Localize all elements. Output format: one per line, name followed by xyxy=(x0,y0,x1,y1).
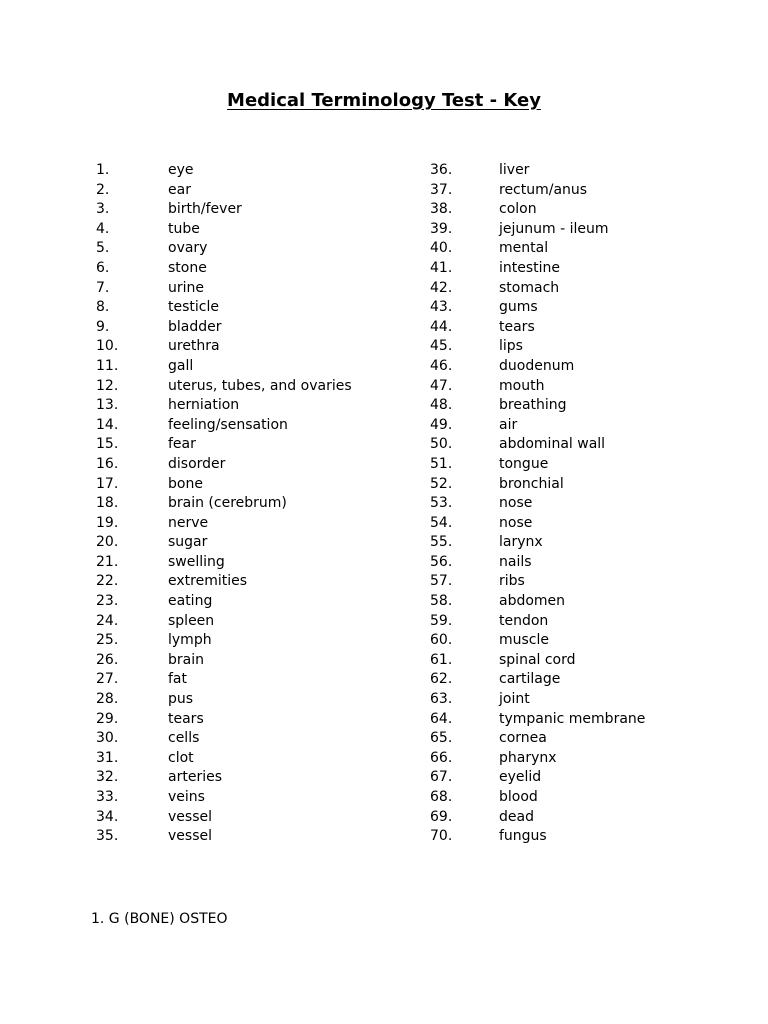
item-term: swelling xyxy=(168,553,225,570)
item-term: vessel xyxy=(168,828,212,845)
item-term: duodenum xyxy=(499,357,575,374)
item-number: 36. xyxy=(430,162,453,178)
item-term: feeling/sensation xyxy=(168,416,288,433)
item-term: testicle xyxy=(168,299,219,316)
item-term: uterus, tubes, and ovaries xyxy=(168,377,352,394)
item-term: intestine xyxy=(499,259,561,276)
item-term: blood xyxy=(499,789,538,805)
item-number: 23. xyxy=(96,593,119,610)
item-number: 27. xyxy=(96,671,119,688)
item-number: 63. xyxy=(430,691,453,708)
item-term: sugar xyxy=(168,534,208,551)
page-title: Medical Terminology Test - Key xyxy=(227,90,541,111)
item-number: 52. xyxy=(430,475,453,492)
item-number: 10. xyxy=(96,338,119,355)
item-term: ribs xyxy=(499,573,525,590)
item-term: colon xyxy=(499,201,537,218)
item-term: breathing xyxy=(499,397,567,414)
item-number: 39. xyxy=(430,220,453,237)
item-number: 26. xyxy=(96,651,119,668)
item-term: cartilage xyxy=(499,671,561,688)
item-term: tympanic membrane xyxy=(499,710,646,727)
item-number: 20. xyxy=(96,534,119,551)
item-term: bladder xyxy=(168,318,222,335)
item-number: 45. xyxy=(430,338,453,355)
item-number: 5. xyxy=(96,240,110,257)
item-number: 21. xyxy=(96,553,119,570)
item-number: 13. xyxy=(96,397,119,414)
item-number: 34. xyxy=(96,808,119,825)
item-term: mouth xyxy=(499,377,545,394)
item-term: fear xyxy=(168,436,196,453)
item-number: 8. xyxy=(96,299,110,316)
item-term: extremities xyxy=(168,573,248,590)
item-number: 19. xyxy=(96,514,119,531)
item-term: clot xyxy=(168,749,194,766)
item-number: 46. xyxy=(430,357,453,374)
item-number: 35. xyxy=(96,828,119,845)
item-number: 70. xyxy=(430,828,453,845)
item-number: 47. xyxy=(430,377,453,394)
item-term: jejunum - ileum xyxy=(499,220,609,237)
item-term: rectum/anus xyxy=(499,181,588,198)
item-number: 57. xyxy=(430,573,453,590)
item-term: vessel xyxy=(168,808,212,825)
item-number: 50. xyxy=(430,436,453,453)
item-number: 60. xyxy=(430,632,453,649)
item-number: 29. xyxy=(96,710,119,727)
item-term: eating xyxy=(168,593,213,610)
item-term: lymph xyxy=(168,632,212,649)
item-term: pus xyxy=(168,691,194,708)
item-number: 15. xyxy=(96,436,119,453)
item-number: 56. xyxy=(430,553,453,570)
item-number: 22. xyxy=(96,573,119,590)
item-number: 33. xyxy=(96,789,119,805)
item-number: 30. xyxy=(96,730,119,747)
item-number: 2. xyxy=(96,181,110,198)
item-number: 62. xyxy=(430,671,453,688)
item-number: 40. xyxy=(430,240,453,257)
item-term: air xyxy=(499,416,518,433)
item-number: 55. xyxy=(430,534,453,551)
item-term: nails xyxy=(499,553,532,570)
item-number: 53. xyxy=(430,495,453,512)
item-term: liver xyxy=(499,162,530,178)
item-term: arteries xyxy=(168,769,222,786)
item-number: 66. xyxy=(430,749,453,766)
item-term: dead xyxy=(499,808,534,825)
item-number: 12. xyxy=(96,377,119,394)
item-number: 3. xyxy=(96,201,110,218)
item-term: abdomen xyxy=(499,593,566,610)
item-number: 69. xyxy=(430,808,453,825)
item-term: brain xyxy=(168,651,204,668)
item-term: herniation xyxy=(168,397,240,414)
item-term: bone xyxy=(168,475,203,492)
item-term: urine xyxy=(168,279,205,296)
item-number: 54. xyxy=(430,514,453,531)
item-number: 49. xyxy=(430,416,453,433)
item-number: 44. xyxy=(430,318,453,335)
item-term: ear xyxy=(168,181,191,198)
item-term: spleen xyxy=(168,612,215,629)
item-number: 31. xyxy=(96,749,119,766)
item-number: 1. xyxy=(96,162,110,178)
item-term: gums xyxy=(499,299,538,316)
item-number: 28. xyxy=(96,691,119,708)
item-term: cells xyxy=(168,730,200,747)
item-term: fungus xyxy=(499,828,547,845)
item-term: tongue xyxy=(499,455,549,472)
item-number: 9. xyxy=(96,318,110,335)
item-number: 32. xyxy=(96,769,119,786)
item-term: nerve xyxy=(168,514,209,531)
item-term: pharynx xyxy=(499,749,557,766)
item-number: 25. xyxy=(96,632,119,649)
item-term: bronchial xyxy=(499,475,564,492)
item-term: fat xyxy=(168,671,187,688)
item-term: lips xyxy=(499,338,523,355)
item-number: 59. xyxy=(430,612,453,629)
item-term: gall xyxy=(168,357,194,374)
item-term: larynx xyxy=(499,534,543,551)
item-term: mental xyxy=(499,240,549,257)
item-term: abdominal wall xyxy=(499,436,606,453)
item-term: brain (cerebrum) xyxy=(168,495,287,512)
item-term: muscle xyxy=(499,632,550,649)
item-number: 43. xyxy=(430,299,453,316)
item-term: stomach xyxy=(499,279,560,296)
item-term: tears xyxy=(499,318,535,335)
item-number: 51. xyxy=(430,455,453,472)
item-term: tube xyxy=(168,220,200,237)
item-term: birth/fever xyxy=(168,201,242,218)
item-term: veins xyxy=(168,789,205,805)
item-number: 17. xyxy=(96,475,119,492)
item-number: 67. xyxy=(430,769,453,786)
item-term: tears xyxy=(168,710,204,727)
item-term: nose xyxy=(499,495,533,512)
item-term: spinal cord xyxy=(499,651,576,668)
item-term: joint xyxy=(499,691,530,708)
item-number: 61. xyxy=(430,651,453,668)
item-number: 16. xyxy=(96,455,119,472)
item-number: 37. xyxy=(430,181,453,198)
item-term: ovary xyxy=(168,240,208,257)
item-term: disorder xyxy=(168,455,226,472)
item-number: 4. xyxy=(96,220,110,237)
item-number: 65. xyxy=(430,730,453,747)
item-number: 24. xyxy=(96,612,119,629)
item-term: tendon xyxy=(499,612,549,629)
item-number: 14. xyxy=(96,416,119,433)
item-term: nose xyxy=(499,514,533,531)
item-term: urethra xyxy=(168,338,220,355)
item-number: 64. xyxy=(430,710,453,727)
item-number: 11. xyxy=(96,357,119,374)
item-term: cornea xyxy=(499,730,547,747)
item-number: 48. xyxy=(430,397,453,414)
item-term: eye xyxy=(168,162,194,178)
item-number: 58. xyxy=(430,593,453,610)
item-term: stone xyxy=(168,259,207,276)
item-number: 42. xyxy=(430,279,453,296)
footer-note: 1. G (BONE) OSTEO xyxy=(91,911,228,927)
item-term: eyelid xyxy=(499,769,542,786)
item-number: 18. xyxy=(96,495,119,512)
item-number: 6. xyxy=(96,259,110,276)
item-number: 68. xyxy=(430,789,453,805)
item-number: 38. xyxy=(430,201,453,218)
item-number: 7. xyxy=(96,279,110,296)
item-number: 41. xyxy=(430,259,453,276)
